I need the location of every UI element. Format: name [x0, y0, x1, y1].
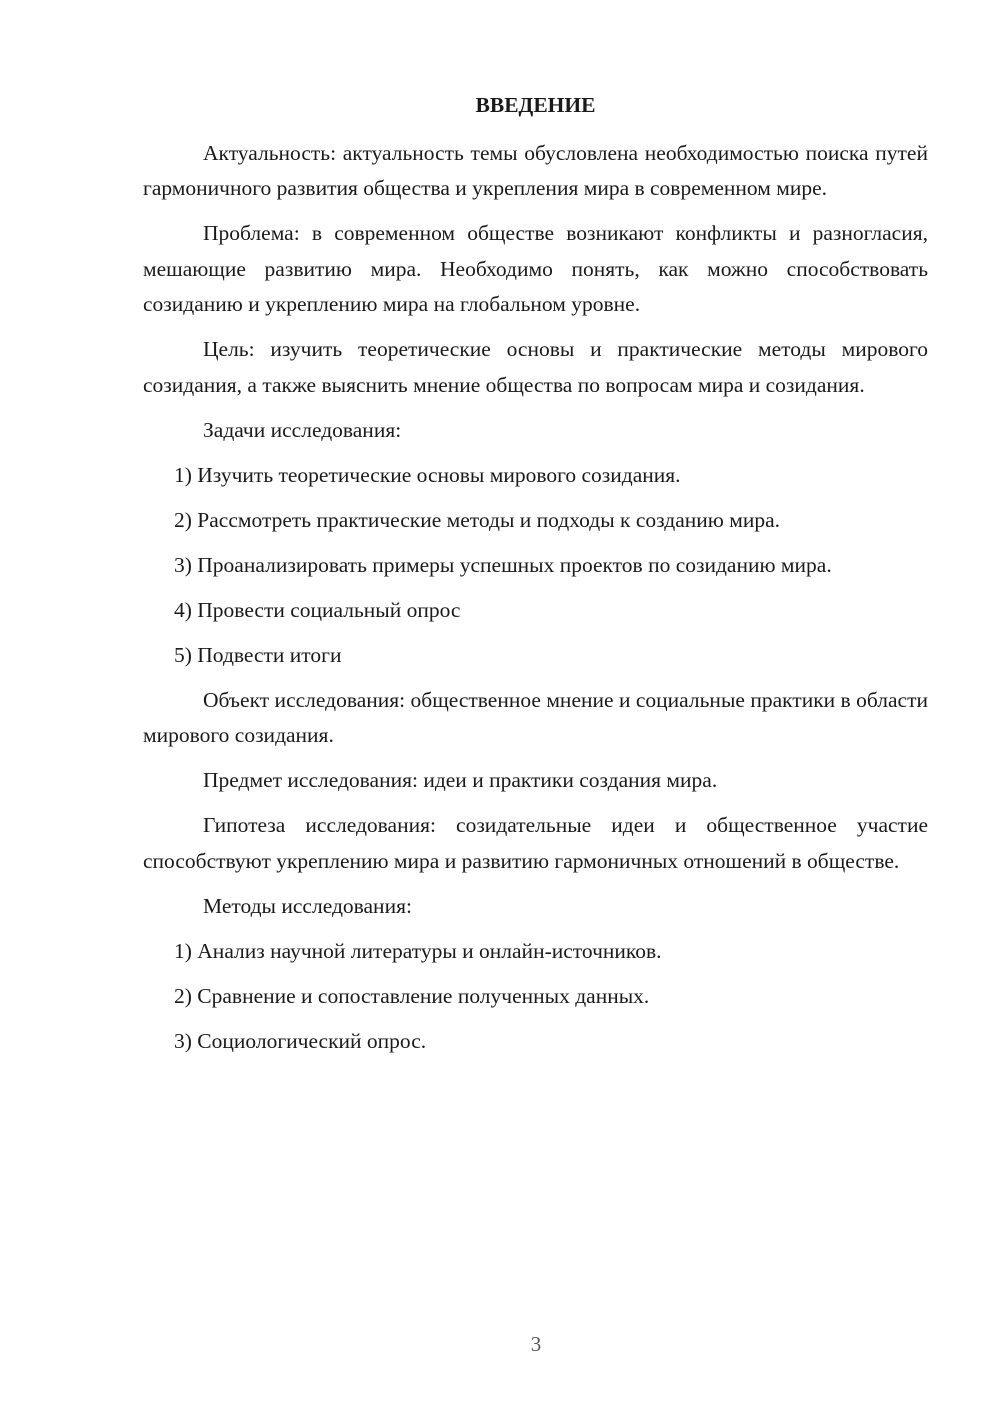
task-item-5: 5) Подвести итоги: [174, 642, 342, 667]
tasks-heading: Задачи исследования:: [203, 417, 402, 442]
method-item-1: 1) Анализ научной литературы и онлайн-источников.: [174, 938, 662, 963]
methods-heading: Методы исследования:: [203, 893, 412, 918]
task-item-1: 1) Изучить теоретические основы мирового созидания.: [174, 462, 681, 487]
task-item-2: 2) Рассмотреть практические методы и подходы к созданию мира.: [174, 507, 780, 532]
method-item-3: 3) Социологический опрос.: [174, 1028, 427, 1053]
method-item-2: 2) Сравнение и сопоставление полученных данных.: [174, 983, 650, 1008]
task-item-4: 4) Провести социальный опрос: [174, 597, 461, 622]
hypothesis-paragraph: Гипотеза исследования: созидательные идеи и общественное участие способствуют укреплению мира и развитию гармоничных отношений в обществе.: [143, 813, 928, 873]
document-page: [143, 88, 928, 1069]
problem-paragraph: Проблема: в современном обществе возникают конфликты и разногласия, мешающие развитию мира. Необходимо понять, как можно способствовать созиданию и укреплению мира на глобальном уровне.: [143, 221, 928, 316]
document-title: ВВЕДЕНИЕ: [475, 93, 596, 117]
object-paragraph: Объект исследования: общественное мнение и социальные практики в области мирового созидания.: [143, 687, 928, 747]
relevance-paragraph: Актуальность: актуальность темы обусловлена необходимостью поиска путей гармоничного развития общества и укрепления мира в современном мире.: [143, 140, 928, 200]
page-number: 3: [530, 1332, 542, 1356]
goal-paragraph: Цель: изучить теоретические основы и практические методы мирового созидания, а также выяснить мнение общества по вопросам мира и созидания.: [143, 337, 928, 397]
task-item-3: 3) Проанализировать примеры успешных проектов по созиданию мира.: [174, 552, 832, 577]
subject-paragraph: Предмет исследования: идеи и практики создания мира.: [203, 768, 718, 792]
